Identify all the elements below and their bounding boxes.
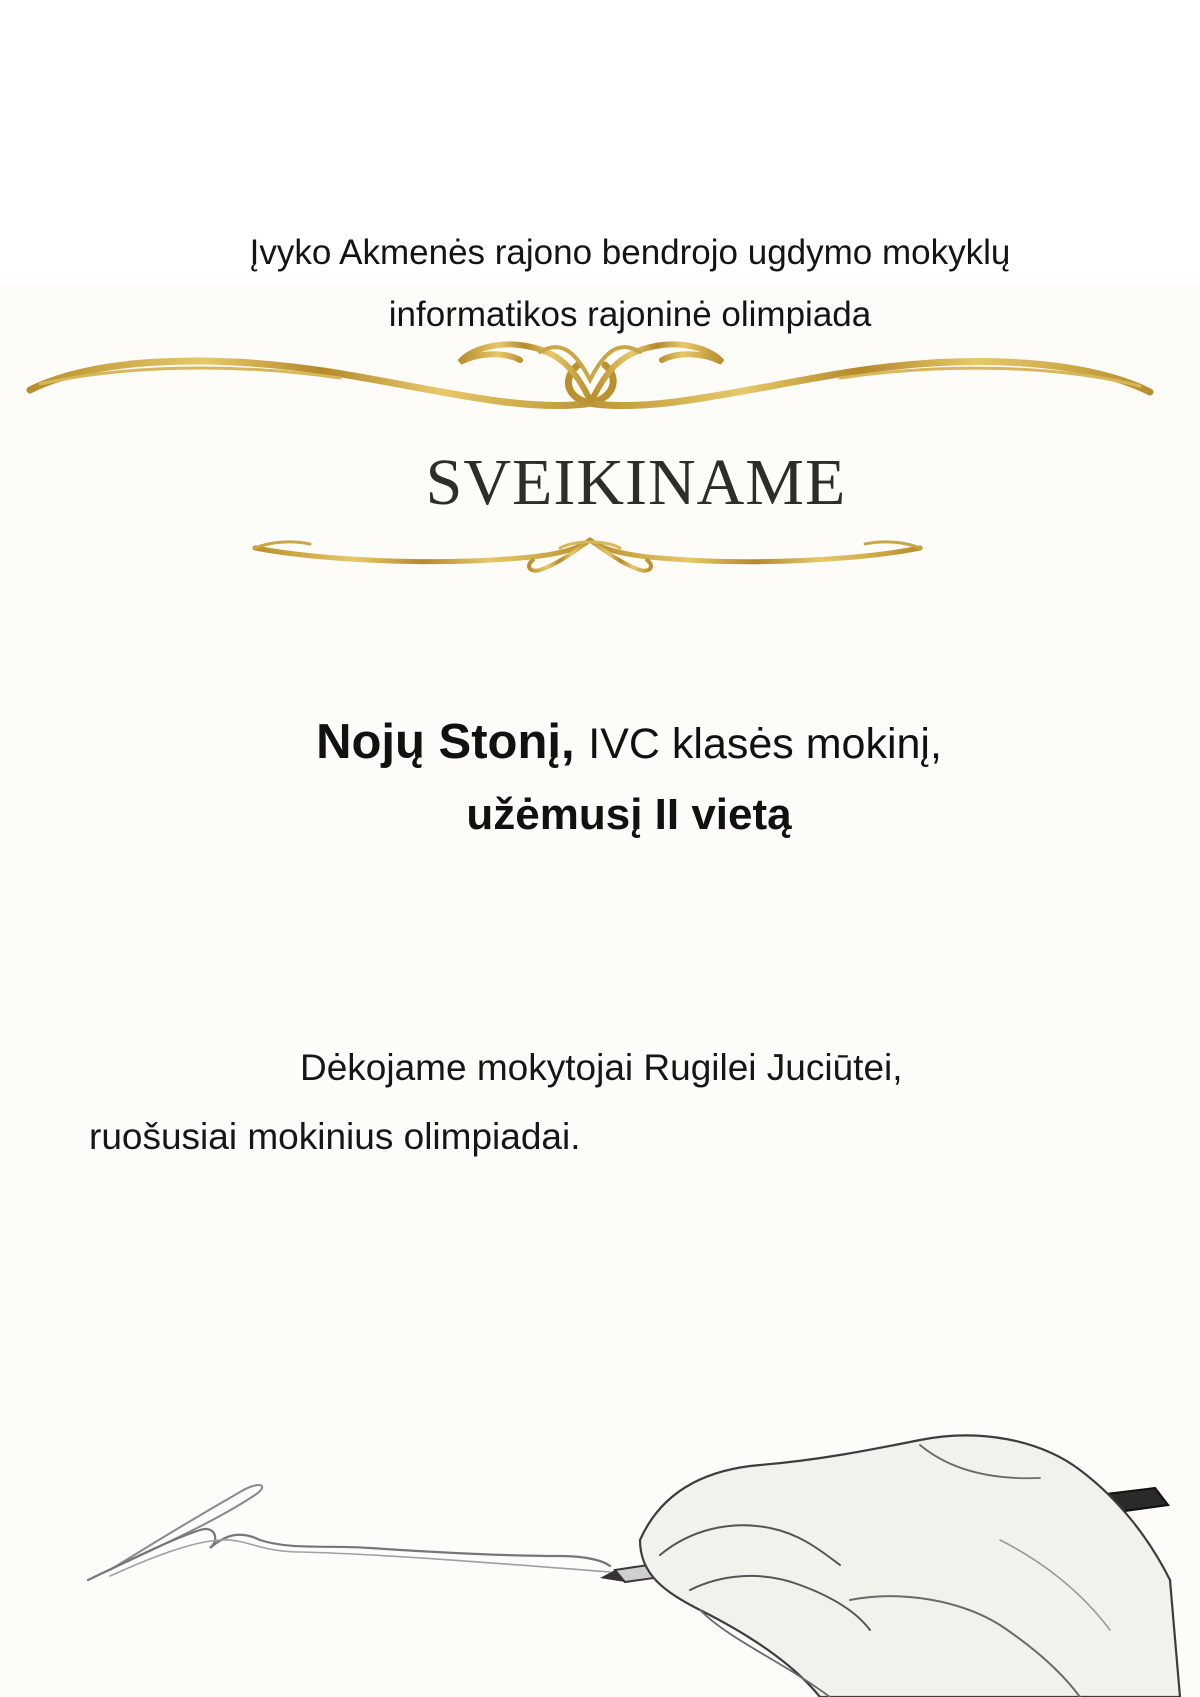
- placement-line: užėmusį II vietą: [466, 790, 792, 839]
- recipient-line: [0, 710, 1200, 776]
- headline: SVEIKINAME: [425, 446, 847, 519]
- intro-line-1: Įvyko Akmenės rajono bendrojo ugdymo mokyklų: [249, 233, 1011, 272]
- thanks-line-2: ruošusiai mokinius olimpiadai.: [89, 1116, 581, 1157]
- recipient-name: Nojų Stonį,: [316, 715, 575, 769]
- intro-text: [0, 222, 1200, 346]
- recipient-class: IVC klasės mokinį,: [588, 720, 942, 768]
- thanks-line-1: Dėkojame mokytojai Rugilei Juciūtei,: [300, 1047, 903, 1088]
- intro-line-2: informatikos rajoninė olimpiada: [388, 295, 872, 334]
